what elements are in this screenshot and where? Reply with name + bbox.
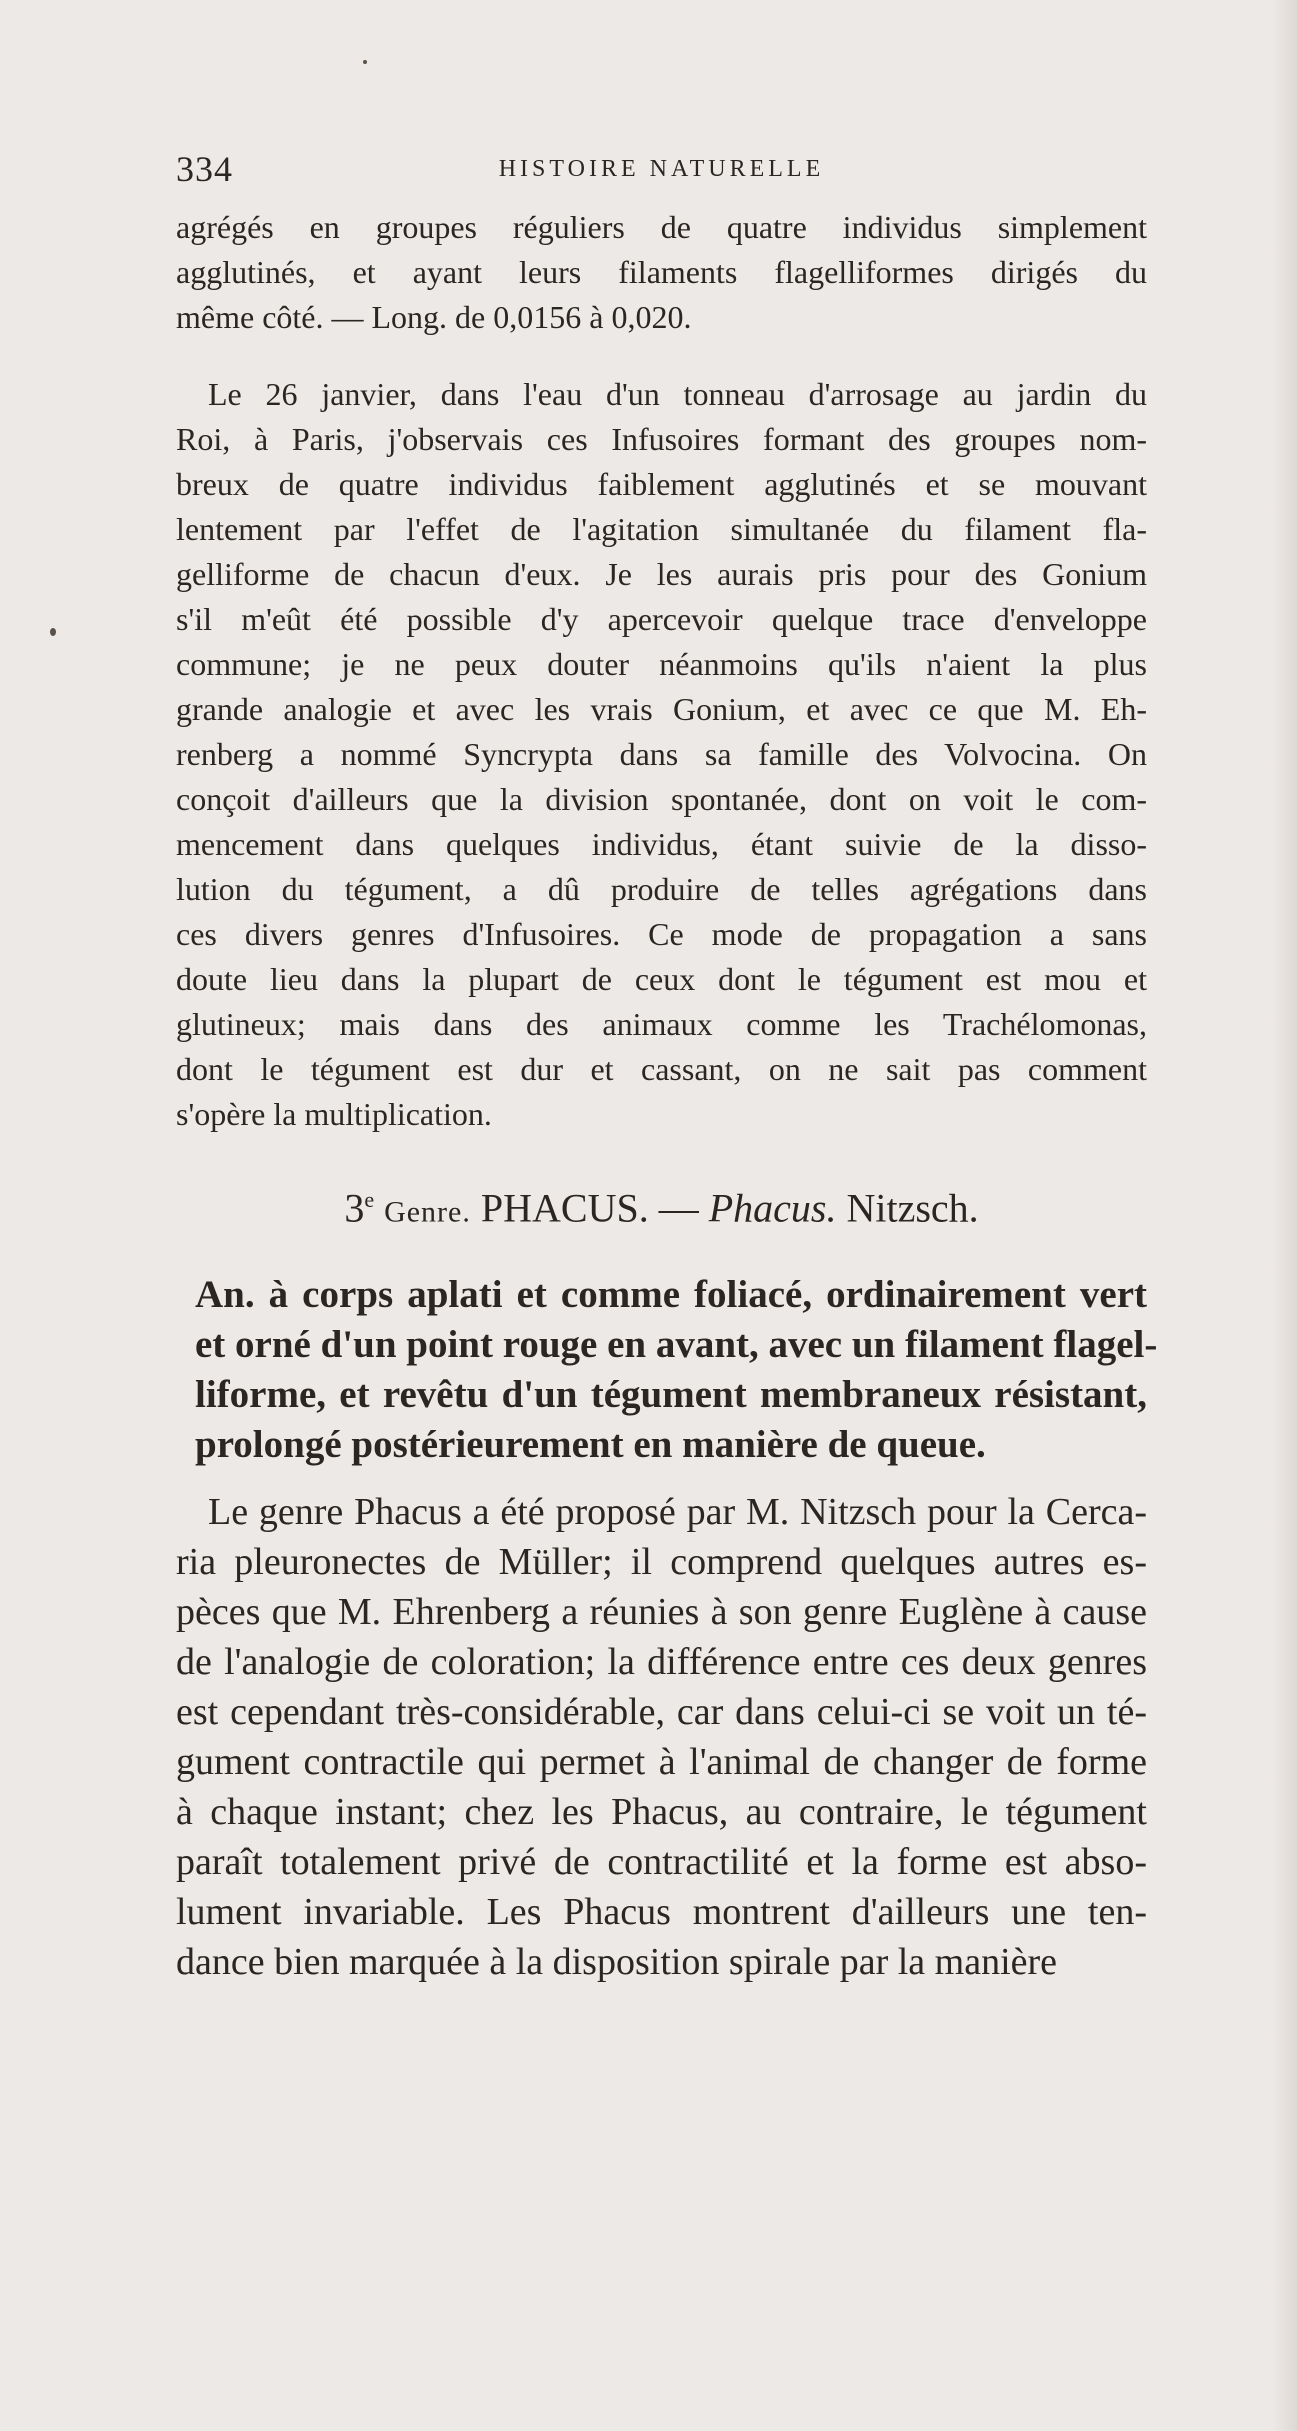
text-line: mencement dans quelques individus, étant suivie de la disso- — [176, 826, 1147, 862]
text-line: An. à corps aplati et comme foliacé, ordinairement vert — [195, 1273, 1147, 1316]
text-line: dance bien marquée à la disposition spirale par la manière — [176, 1941, 1058, 1983]
genus-name: PHACUS. — [480, 1185, 649, 1231]
paper-speck — [363, 60, 367, 64]
genus-ordinal: 3 — [344, 1185, 365, 1231]
genus-heading — [176, 1175, 1147, 1237]
text-line: agrégés en groupes réguliers de quatre individus simplement — [176, 209, 1147, 245]
text-line: conçoit d'ailleurs que la division spontanée, dont on voit le com- — [176, 781, 1147, 817]
page-header — [176, 148, 1147, 188]
text-line: lution du tégument, a dû produire de telles agrégations dans — [176, 871, 1147, 907]
genus-author: Nitzsch. — [846, 1185, 979, 1231]
text-line: dont le tégument est dur et cassant, on ne sait pas comment — [176, 1051, 1147, 1087]
text-line: lentement par l'effet de l'agitation simultanée du filament fla- — [176, 511, 1147, 547]
running-title: HISTOIRE NATURELLE — [498, 156, 825, 182]
text-line: et orné d'un point rouge en avant, avec un filament flagel- — [195, 1323, 1158, 1366]
text-line: doute lieu dans la plupart de ceux dont le tégument est mou et — [176, 961, 1147, 997]
text-line: agglutinés, et ayant leurs filaments flagelliformes dirigés du — [176, 254, 1147, 290]
text-line: Roi, à Paris, j'observais ces Infusoires formant des groupes nom- — [176, 421, 1147, 457]
text-line: glutineux; mais dans des animaux comme les Trachélomonas, — [176, 1006, 1147, 1042]
text-line: liforme, et revêtu d'un tégument membraneux résistant, — [195, 1373, 1147, 1416]
paragraph-top — [176, 205, 1147, 340]
text-line: renberg a nommé Syncrypta dans sa famille des Volvocina. On — [176, 736, 1147, 772]
text-line: lument invariable. Les Phacus montrent d'ailleurs une ten- — [176, 1891, 1147, 1933]
paragraph-observation — [176, 372, 1147, 1137]
paper-speck — [50, 628, 56, 636]
text-line: gelliforme de chacun d'eux. Je les aurais pris pour des Gonium — [176, 556, 1147, 592]
genus-dash: — — [658, 1185, 699, 1231]
text-line: ria pleuronectes de Müller; il comprend quelques autres es- — [176, 1541, 1147, 1583]
text-line: commune; je ne peux douter néanmoins qu'ils n'aient la plus — [176, 646, 1147, 682]
paragraph-genus — [176, 1487, 1147, 1987]
text-line: gument contractile qui permet à l'animal de changer de forme — [176, 1741, 1147, 1783]
text-line: grande analogie et avec les vrais Gonium, et avec ce que M. Eh- — [176, 691, 1147, 727]
text-line: à chaque instant; chez les Phacus, au contraire, le tégument — [176, 1791, 1147, 1833]
text-line: Le genre Phacus a été proposé par M. Nitzsch pour la Cerca- — [208, 1491, 1147, 1533]
text-line: même côté. — Long. de 0,0156 à 0,020. — [176, 299, 692, 335]
genus-latin: Phacus. — [708, 1185, 837, 1231]
text-line: ces divers genres d'Infusoires. Ce mode de propagation a sans — [176, 916, 1147, 952]
text-line: pèces que M. Ehrenberg a réunies à son genre Euglène à cause — [176, 1591, 1147, 1633]
text-line: de l'analogie de coloration; la différence entre ces deux genres — [176, 1641, 1147, 1683]
genus-label: Genre. — [384, 1195, 471, 1229]
text-line: Le 26 janvier, dans l'eau d'un tonneau d'arrosage au jardin du — [208, 376, 1147, 412]
text-line: paraît totalement privé de contractilité et la forme est abso- — [176, 1841, 1147, 1883]
text-line: est cependant très-considérable, car dans celui-ci se voit un té- — [176, 1691, 1147, 1733]
text-line: breux de quatre individus faiblement agglutinés et se mouvant — [176, 466, 1147, 502]
page-edge-shadow — [1273, 0, 1297, 2431]
genus-diagnosis — [195, 1270, 1158, 1470]
genus-ordinal-suffix: e — [364, 1187, 375, 1212]
text-line: s'opère la multiplication. — [176, 1096, 492, 1132]
text-line: s'il m'eût été possible d'y apercevoir quelque trace d'enveloppe — [176, 601, 1147, 637]
page-number: 334 — [176, 149, 233, 189]
text-line: prolongé postérieurement en manière de queue. — [195, 1423, 986, 1466]
